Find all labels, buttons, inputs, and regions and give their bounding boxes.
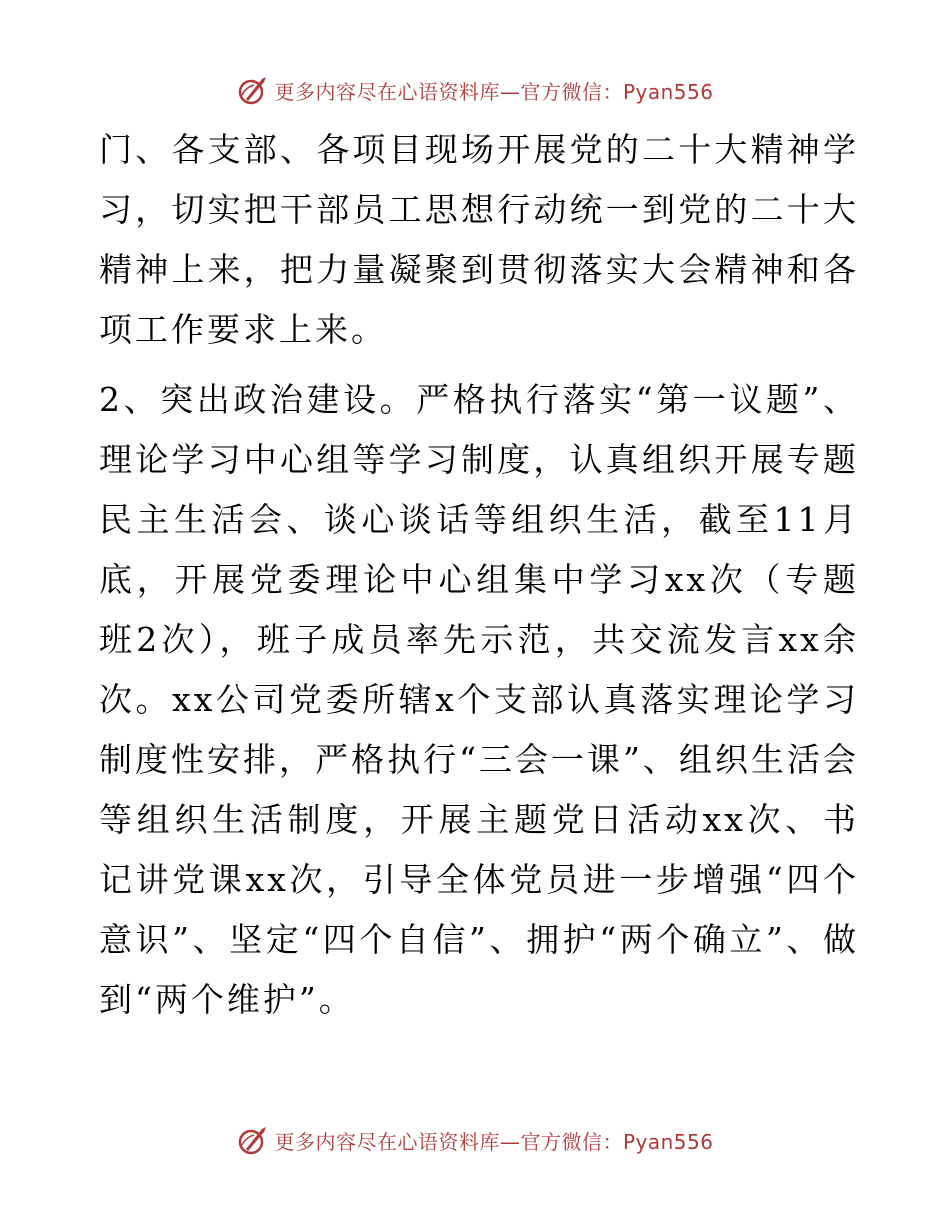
paragraph-2: 2、突出政治建设。严格执行落实“第一议题”、理论学习中心组等学习制度，认真组织开展专题民主生活会、谈心谈话等组织生活，截至11月底，开展党委理论中心组集中学习xx次（专题班2次），班子成员率先示范，共交流发言xx余次。xx公司党委所辖x个支部认真落实理论学习制度性安排，严格执行“三会一课”、组织生活会等组织生活制度，开展主题党日活动xx次、书记讲党课xx次，引导全体党员进一步增强“四个意识”、坚定“四个自信”、拥护“两个确立”、做到“两个维护”。 [99, 380, 859, 1019]
document-body [99, 120, 859, 1030]
footer-watermark-banner [0, 1120, 950, 1160]
paragraph-1: 门、各支部、各项目现场开展党的二十大精神学习，切实把干部员工思想行动统一到党的二十大精神上来，把力量凝聚到贯彻落实大会精神和各项工作要求上来。 [99, 130, 859, 349]
quill-logo-icon [236, 73, 270, 107]
footer-watermark-text: 更多内容尽在心语资料库—官方微信：Pyan556 [274, 1129, 714, 1154]
quill-logo-icon [236, 1123, 270, 1157]
header-watermark-banner [0, 70, 950, 110]
header-watermark-text: 更多内容尽在心语资料库—官方微信：Pyan556 [274, 79, 714, 104]
